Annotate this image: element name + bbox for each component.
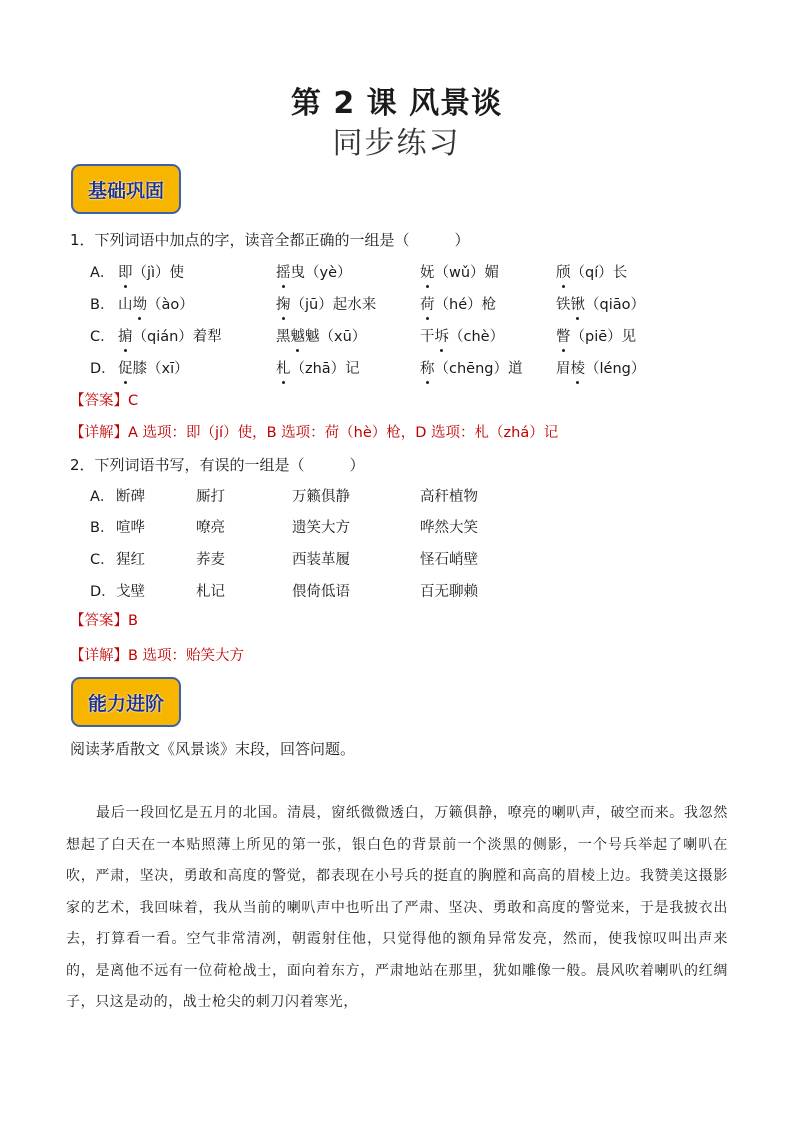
- dotted-char: 坳: [133, 293, 148, 314]
- option-text: 曳（yè）: [290, 265, 352, 281]
- page-title: 第 2 课 风景谈: [290, 86, 503, 121]
- option-text: （wǔ）媚: [434, 265, 500, 281]
- option-text: 眉: [556, 361, 571, 377]
- option-text: 黑: [276, 329, 291, 345]
- answer-2: [70, 609, 138, 630]
- option-text: （piē）见: [570, 329, 637, 345]
- option-text: （chè）: [449, 329, 505, 345]
- option-item: [276, 293, 376, 314]
- option-label: C．: [90, 552, 115, 568]
- option-text: （jì）使: [132, 265, 185, 281]
- option-text: 铁: [556, 297, 571, 313]
- option-word: 札记: [196, 584, 225, 600]
- option-text: （qí）长: [570, 265, 628, 281]
- dotted-char: 即: [118, 261, 133, 282]
- option-word: 断碑: [116, 489, 145, 505]
- option-text: （ào）: [147, 297, 194, 313]
- option-word: 嘹亮: [196, 520, 225, 536]
- dotted-char: 荷: [420, 293, 435, 314]
- page-subtitle: 同步练习: [332, 126, 461, 161]
- option-item: [556, 325, 636, 346]
- reading-intro: 阅读茅盾散文《风景谈》末段，回答问题。: [70, 740, 356, 758]
- dotted-char: 促: [118, 357, 133, 378]
- dotted-char: 札: [276, 357, 291, 378]
- option-item: [118, 325, 222, 346]
- option-text: 山: [118, 297, 133, 313]
- dotted-char: 摇: [276, 261, 291, 282]
- answer-label: 【答案】: [70, 613, 128, 629]
- option-word: 荞麦: [196, 552, 225, 568]
- dotted-char: 瞥: [556, 325, 571, 346]
- section-badge-label: 基础巩固: [87, 179, 164, 202]
- option-item: [420, 357, 522, 378]
- option-item: [276, 325, 366, 346]
- question-2-stem: 2．下列词语书写，有误的一组是（ ）: [70, 456, 365, 474]
- dotted-char: 妩: [420, 261, 435, 282]
- detail-2: [70, 644, 244, 665]
- dotted-char: 棱: [571, 357, 586, 378]
- option-word: 偎倚低语: [292, 584, 350, 600]
- option-text: （qiāo）: [585, 297, 645, 313]
- option-word: 厮打: [196, 489, 225, 505]
- answer-value: C: [128, 393, 139, 409]
- option-item: [276, 357, 360, 378]
- option-label: B．: [90, 297, 115, 313]
- option-label: A．: [90, 265, 115, 281]
- option-text: 干: [420, 329, 435, 345]
- detail-text: B 选项：贻笑大方: [128, 648, 245, 664]
- dotted-char: 掮: [118, 325, 133, 346]
- dotted-char: 锹: [571, 293, 586, 314]
- option-item: [118, 261, 184, 282]
- option-item: [420, 261, 499, 282]
- detail-label: 【详解】: [70, 648, 128, 664]
- option-label: C．: [90, 329, 115, 345]
- dotted-char: 魆: [291, 325, 306, 346]
- option-item: [118, 293, 194, 314]
- option-word: 万籁俱静: [292, 489, 350, 505]
- option-text: （zhā）记: [290, 361, 360, 377]
- option-word: 高秆植物: [420, 489, 478, 505]
- section-badge-advanced: [71, 677, 181, 727]
- option-text: （léng）: [585, 361, 646, 377]
- option-label: D．: [90, 584, 116, 600]
- option-word: 猩红: [116, 552, 145, 568]
- option-word: 百无聊赖: [420, 584, 478, 600]
- question-1-stem: 1．下列词语中加点的字，读音全都正确的一组是（ ）: [70, 231, 470, 249]
- option-item: [276, 261, 352, 282]
- answer-1: [70, 389, 138, 410]
- section-badge-label: 能力进阶: [87, 692, 164, 715]
- option-text: 魆（xū）: [305, 329, 367, 345]
- option-label: B．: [90, 520, 115, 536]
- option-item: [118, 357, 189, 378]
- option-word: 遗笑大方: [292, 520, 350, 536]
- option-word: 戈壁: [116, 584, 145, 600]
- option-text: （jū）起水来: [290, 297, 377, 313]
- option-item: [556, 357, 645, 378]
- option-text: （hé）枪: [434, 297, 497, 313]
- option-label: D．: [90, 361, 116, 377]
- reading-passage: 最后一段回忆是五月的北国。清晨，窗纸微微透白，万籁俱静，嘹亮的喇叭声，破空而来。我忽然想起了白天在一本贴照薄上所见的第一张，银白色的背景前一个淡黑的侧影，一个号兵举起了喇叭在吹，严肃，坚决，勇敢和高度的警觉，都表现在小号兵的挺直的胸膛和高高的眉棱上边。我赞美这摄影家的艺术，我回味着，我从当前的喇叭声中也听出了严肃、坚决、勇敢和高度的警觉来，于是我披衣出去，打算看一看。空气非常清冽，朝霞射住他，只觉得他的额角异常发亮，然而，使我惊叹叫出声来的，是离他不远有一位荷枪战士，面向着东方，严肃地站在那里，犹如雕像一般。晨风吹着喇叭的红绸子，只这是动的，战士枪尖的刺刀闪着寒光，: [66, 805, 728, 1010]
- answer-label: 【答案】: [70, 393, 128, 409]
- answer-value: B: [128, 613, 138, 629]
- option-text: （chēng）道: [434, 361, 523, 377]
- option-word: 西装革履: [292, 552, 350, 568]
- option-item: [420, 325, 504, 346]
- detail-1: [70, 421, 558, 442]
- option-word: 哗然大笑: [420, 520, 478, 536]
- option-word: 喧哗: [116, 520, 145, 536]
- dotted-char: 颀: [556, 261, 571, 282]
- option-label: A．: [90, 489, 115, 505]
- section-badge-basic: [71, 164, 181, 214]
- detail-label: 【详解】: [70, 425, 128, 441]
- option-word: 怪石峭壁: [420, 552, 478, 568]
- option-item: [420, 293, 496, 314]
- dotted-char: 坼: [435, 325, 450, 346]
- detail-text: A 选项：即（jí）使，B 选项：荷（hè）枪，D 选项：札（zhá）记: [128, 425, 559, 441]
- option-text: 膝（xī）: [132, 361, 189, 377]
- option-text: （qián）着犁: [132, 329, 222, 345]
- option-item: [556, 261, 627, 282]
- option-item: [556, 293, 645, 314]
- dotted-char: 掬: [276, 293, 291, 314]
- dotted-char: 称: [420, 357, 435, 378]
